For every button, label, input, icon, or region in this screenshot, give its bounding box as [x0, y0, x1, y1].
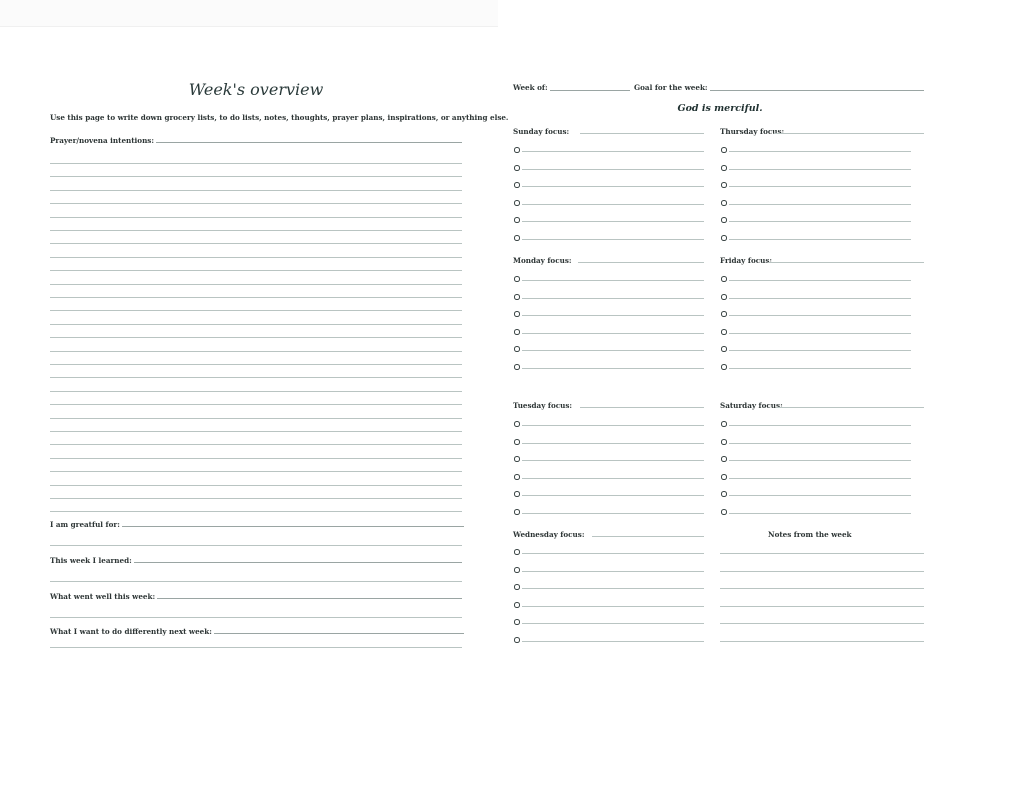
task-checkbox-icon[interactable]: [514, 165, 520, 171]
focus-rule[interactable]: [774, 133, 924, 134]
tuesday-focus-label: Tuesday focus:: [513, 401, 573, 410]
went-well-rule[interactable]: [142, 598, 462, 599]
task-line[interactable]: [729, 333, 911, 334]
task-checkbox-icon[interactable]: [721, 474, 727, 480]
intention-line[interactable]: [50, 297, 462, 298]
task-checkbox-icon[interactable]: [721, 217, 727, 223]
intention-line[interactable]: [50, 485, 462, 486]
task-line[interactable]: [522, 513, 704, 514]
task-line[interactable]: [522, 443, 704, 444]
sunday-focus-label: Sunday focus:: [513, 127, 570, 136]
task-checkbox-icon[interactable]: [721, 456, 727, 462]
went-well-label: What went well this week:: [50, 592, 156, 601]
task-line[interactable]: [522, 588, 704, 589]
goal-label: Goal for the week:: [634, 83, 708, 92]
task-line[interactable]: [729, 221, 911, 222]
friday-focus-label: Friday focus:: [720, 256, 773, 265]
task-checkbox-icon[interactable]: [514, 294, 520, 300]
notes-line[interactable]: [720, 553, 924, 554]
intention-line[interactable]: [50, 418, 462, 419]
differently-label: What I want to do differently next week:: [50, 627, 212, 636]
task-line[interactable]: [522, 239, 704, 240]
task-checkbox-icon[interactable]: [721, 276, 727, 282]
task-checkbox-icon[interactable]: [514, 276, 520, 282]
focus-rule[interactable]: [580, 407, 704, 408]
task-checkbox-icon[interactable]: [514, 311, 520, 317]
week-of-rule[interactable]: [546, 90, 630, 91]
focus-rule[interactable]: [768, 262, 924, 263]
task-line[interactable]: [729, 368, 911, 369]
task-line[interactable]: [522, 350, 704, 351]
task-line[interactable]: [729, 169, 911, 170]
task-line[interactable]: [729, 280, 911, 281]
intentions-label: Prayer/novena intentions:: [50, 136, 155, 145]
intention-line[interactable]: [50, 270, 462, 271]
task-line[interactable]: [522, 641, 704, 642]
task-checkbox-icon[interactable]: [514, 182, 520, 188]
intention-line[interactable]: [50, 176, 462, 177]
intention-line[interactable]: [50, 163, 462, 164]
task-checkbox-icon[interactable]: [514, 235, 520, 241]
task-line[interactable]: [729, 460, 911, 461]
task-line[interactable]: [522, 478, 704, 479]
week-of-label: Week of:: [513, 83, 548, 92]
task-checkbox-icon[interactable]: [514, 364, 520, 370]
intention-line[interactable]: [50, 404, 462, 405]
intention-line[interactable]: [50, 511, 462, 512]
intention-line[interactable]: [50, 351, 462, 352]
intention-line[interactable]: [50, 190, 462, 191]
focus-rule[interactable]: [592, 536, 704, 537]
differently-line-2[interactable]: [50, 647, 462, 648]
wednesday-focus-label: Wednesday focus:: [513, 530, 585, 539]
task-checkbox-icon[interactable]: [514, 456, 520, 462]
grateful-line-2[interactable]: [50, 545, 462, 546]
grateful-rule[interactable]: [110, 526, 464, 527]
intention-line[interactable]: [50, 471, 462, 472]
task-checkbox-icon[interactable]: [721, 294, 727, 300]
motto: God is merciful.: [677, 103, 763, 114]
saturday-focus-label: Saturday focus:: [720, 401, 783, 410]
notes-line[interactable]: [720, 606, 924, 607]
task-line[interactable]: [522, 315, 704, 316]
task-checkbox-icon[interactable]: [514, 147, 520, 153]
focus-rule[interactable]: [578, 262, 704, 263]
task-line[interactable]: [522, 571, 704, 572]
task-line[interactable]: [729, 315, 911, 316]
task-line[interactable]: [729, 350, 911, 351]
task-line[interactable]: [522, 606, 704, 607]
task-checkbox-icon[interactable]: [514, 421, 520, 427]
focus-rule[interactable]: [580, 133, 704, 134]
intention-line[interactable]: [50, 230, 462, 231]
task-checkbox-icon[interactable]: [514, 602, 520, 608]
intention-line[interactable]: [50, 257, 462, 258]
task-line[interactable]: [729, 239, 911, 240]
task-checkbox-icon[interactable]: [514, 329, 520, 335]
task-checkbox-icon[interactable]: [514, 567, 520, 573]
task-line[interactable]: [729, 478, 911, 479]
intention-line[interactable]: [50, 324, 462, 325]
intention-line[interactable]: [50, 458, 462, 459]
notes-line[interactable]: [720, 623, 924, 624]
went-well-line-2[interactable]: [50, 617, 462, 618]
task-line[interactable]: [522, 169, 704, 170]
monday-focus-label: Monday focus:: [513, 256, 572, 265]
task-checkbox-icon[interactable]: [721, 421, 727, 427]
notes-title: Notes from the week: [768, 530, 852, 539]
intention-line[interactable]: [50, 391, 462, 392]
intention-line[interactable]: [50, 498, 462, 499]
task-line[interactable]: [522, 221, 704, 222]
task-checkbox-icon[interactable]: [721, 439, 727, 445]
intention-line[interactable]: [50, 203, 462, 204]
intention-line[interactable]: [50, 284, 462, 285]
task-checkbox-icon[interactable]: [721, 235, 727, 241]
task-checkbox-icon[interactable]: [514, 584, 520, 590]
intention-line[interactable]: [50, 337, 462, 338]
intention-line[interactable]: [50, 364, 462, 365]
grateful-label: I am greatful for:: [50, 520, 120, 529]
notes-line[interactable]: [720, 588, 924, 589]
task-checkbox-icon[interactable]: [514, 637, 520, 643]
page-title: Week's overview: [188, 80, 324, 99]
learned-line-2[interactable]: [50, 581, 462, 582]
intention-line[interactable]: [50, 431, 462, 432]
task-checkbox-icon[interactable]: [514, 439, 520, 445]
task-checkbox-icon[interactable]: [721, 200, 727, 206]
task-line[interactable]: [729, 495, 911, 496]
intention-line[interactable]: [50, 377, 462, 378]
thursday-focus-label: Thursday focus:: [720, 127, 785, 136]
task-checkbox-icon[interactable]: [721, 147, 727, 153]
task-line[interactable]: [522, 425, 704, 426]
task-line[interactable]: [522, 368, 704, 369]
task-line[interactable]: [522, 495, 704, 496]
task-checkbox-icon[interactable]: [721, 165, 727, 171]
intention-line[interactable]: [50, 310, 462, 311]
task-line[interactable]: [729, 425, 911, 426]
task-line[interactable]: [729, 513, 911, 514]
focus-rule[interactable]: [776, 407, 924, 408]
task-line[interactable]: [729, 298, 911, 299]
task-line[interactable]: [729, 204, 911, 205]
task-line[interactable]: [729, 443, 911, 444]
weekly-planner-page: [500, 0, 1024, 791]
task-checkbox-icon[interactable]: [514, 549, 520, 555]
task-line[interactable]: [522, 553, 704, 554]
task-checkbox-icon[interactable]: [721, 364, 727, 370]
intentions-rule[interactable]: [142, 142, 462, 143]
notes-line[interactable]: [720, 641, 924, 642]
task-checkbox-icon[interactable]: [721, 346, 727, 352]
task-line[interactable]: [522, 280, 704, 281]
task-checkbox-icon[interactable]: [514, 509, 520, 515]
task-checkbox-icon[interactable]: [721, 329, 727, 335]
task-checkbox-icon[interactable]: [721, 509, 727, 515]
goal-rule[interactable]: [696, 90, 924, 91]
task-checkbox-icon[interactable]: [514, 491, 520, 497]
intro-text: Use this page to write down grocery lists, to do lists, notes, thoughts, prayer plans, inspirations, or anything else.: [50, 113, 509, 122]
notes-line[interactable]: [720, 571, 924, 572]
intention-line[interactable]: [50, 217, 462, 218]
task-line[interactable]: [522, 151, 704, 152]
task-checkbox-icon[interactable]: [514, 346, 520, 352]
intention-line[interactable]: [50, 243, 462, 244]
task-checkbox-icon[interactable]: [514, 200, 520, 206]
learned-rule[interactable]: [120, 562, 462, 563]
task-checkbox-icon[interactable]: [514, 217, 520, 223]
task-line[interactable]: [729, 151, 911, 152]
task-checkbox-icon[interactable]: [514, 474, 520, 480]
intention-line[interactable]: [50, 444, 462, 445]
task-line[interactable]: [522, 333, 704, 334]
task-checkbox-icon[interactable]: [721, 311, 727, 317]
task-checkbox-icon[interactable]: [514, 619, 520, 625]
task-line[interactable]: [522, 186, 704, 187]
task-line[interactable]: [729, 186, 911, 187]
task-checkbox-icon[interactable]: [721, 491, 727, 497]
task-line[interactable]: [522, 298, 704, 299]
differently-rule[interactable]: [188, 633, 464, 634]
task-line[interactable]: [522, 623, 704, 624]
task-checkbox-icon[interactable]: [721, 182, 727, 188]
task-line[interactable]: [522, 460, 704, 461]
learned-label: This week I learned:: [50, 556, 132, 565]
task-line[interactable]: [522, 204, 704, 205]
